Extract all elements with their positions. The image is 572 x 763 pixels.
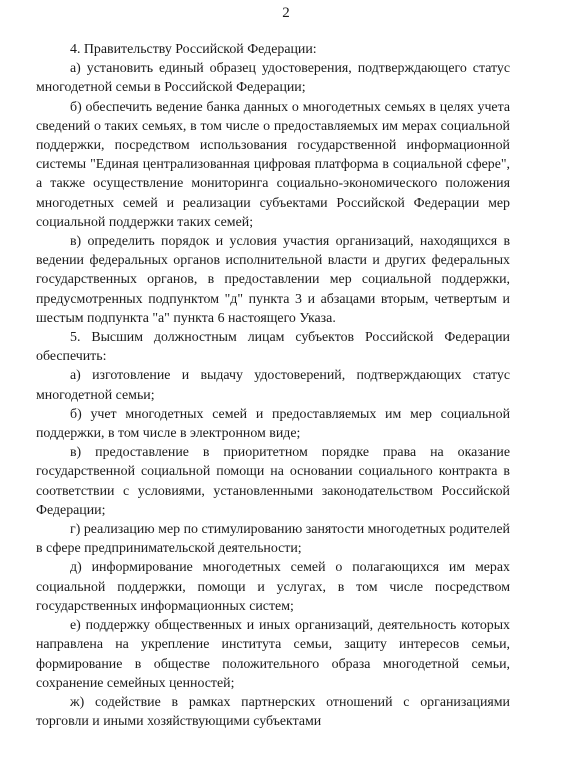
paragraph-5-heading: 5. Высшим должностным лицам субъектов Российской Федерации обеспечить: bbox=[36, 330, 510, 365]
paragraph-5v: в) предоставление в приоритетном порядке права на оказание государственной социальной помощи на основании социального контракта в соответствии с условиями, установленными законодательством Российской Федерации; bbox=[36, 445, 510, 518]
document-body bbox=[36, 40, 510, 731]
paragraph-4b: б) обеспечить ведение банка данных о многодетных семьях в целях учета сведений о таких семьях, в том числе о предоставляемых им мерах социальной поддержки, посредством использования государственной информационной системы "Единая централизованная цифровая платформа в социальной сфере", а также осуществление мониторинга социально-экономического положения многодетных семей и реализации субъектами Российской Федерации мер социальной поддержки таких семей; bbox=[36, 99, 510, 230]
page-number: 2 bbox=[282, 5, 290, 21]
paragraph-5g: г) реализацию мер по стимулированию занятости многодетных родителей в сфере предпринимательской деятельности; bbox=[36, 522, 510, 557]
paragraph-5a: а) изготовление и выдачу удостоверений, подтверждающих статус многодетной семьи; bbox=[36, 368, 510, 403]
paragraph-4v: в) определить порядок и условия участия организаций, находящихся в ведении федеральных органов исполнительной власти и других федеральных государственных органов, в предоставлении мер социальной поддержки, предусмотренных подпунктом "д" пункта 3 и абзацами вторым, четвертым и шестым подпункта "а" пункта 6 настоящего Указа. bbox=[36, 234, 510, 326]
paragraph-5d: д) информирование многодетных семей о полагающихся им мерах социальной поддержки, помощи и услугах, в том числе посредством государственных информационных систем; bbox=[36, 560, 510, 614]
paragraph-4a: а) установить единый образец удостоверения, подтверждающего статус многодетной семьи в Российской Федерации; bbox=[36, 61, 510, 96]
paragraph-5b: б) учет многодетных семей и предоставляемых им мер социальной поддержки, в том числе в электронном виде; bbox=[36, 406, 510, 442]
paragraph-5zh: ж) содействие в рамках партнерских отношений с организациями торговли и иными хозяйствующими субъектами bbox=[36, 694, 510, 730]
paragraph-4-heading: 4. Правительству Российской Федерации: bbox=[70, 42, 317, 57]
paragraph-5e: е) поддержку общественных и иных организаций, деятельность которых направлена на укрепление института семьи, защиту интересов семьи, формирование в обществе положительного образа многодетной семьи, сохранение семейных ценностей; bbox=[36, 618, 510, 691]
